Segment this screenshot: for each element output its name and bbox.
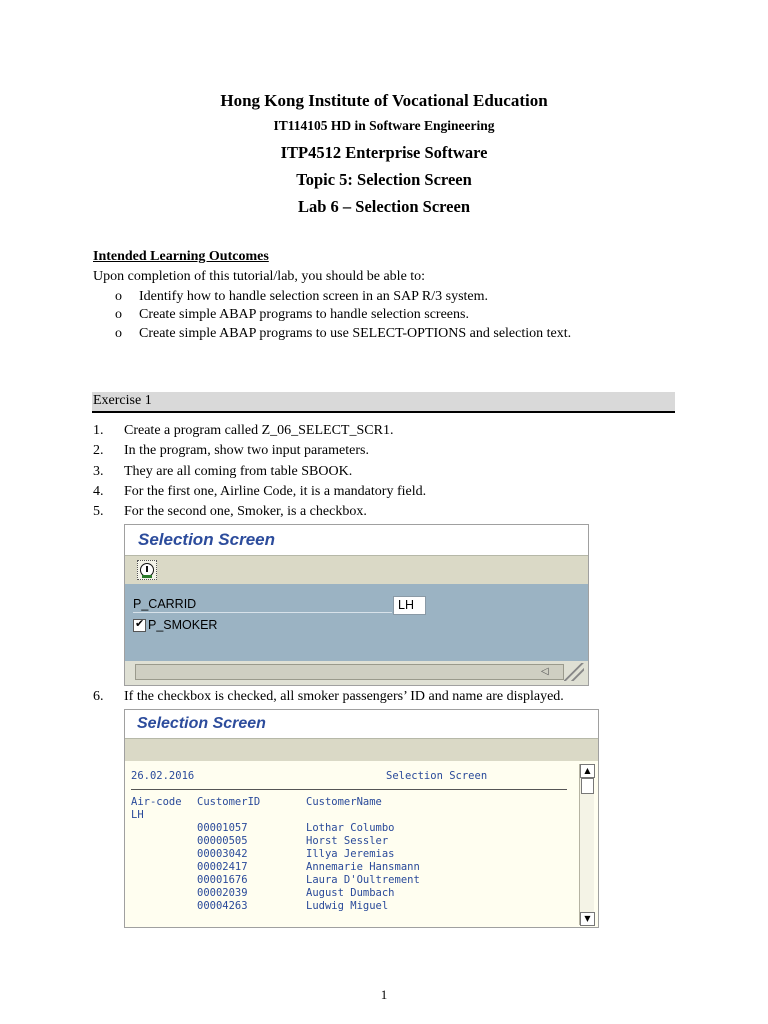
- ilo-item-text: Identify how to handle selection screen in an SAP R/3 system.: [139, 289, 489, 304]
- col-aircode-header: Air-code: [131, 796, 182, 808]
- sap-title-bar: [125, 525, 588, 556]
- customer-id: 00002039: [197, 887, 248, 899]
- exercise-title: Exercise 1: [93, 393, 152, 408]
- course-title: ITP4512 Enterprise Software: [280, 143, 488, 162]
- list-separator: [131, 789, 567, 790]
- list-area: [125, 761, 598, 927]
- status-bar: [135, 664, 564, 680]
- step-number: 2.: [93, 443, 104, 458]
- table-row[interactable]: [125, 835, 575, 848]
- sap-title-bar: [125, 710, 598, 739]
- sap-screen-title: Selection Screen: [138, 530, 276, 549]
- check-mark-icon: ✔: [135, 617, 145, 630]
- topic-title: Topic 5: Selection Screen: [296, 170, 472, 189]
- smoker-checkbox[interactable]: [133, 619, 146, 632]
- programme-title: IT114105 HD in Software Engineering: [273, 118, 495, 133]
- step-number: 1.: [93, 423, 104, 438]
- step-item: [93, 484, 673, 502]
- execute-button[interactable]: [137, 560, 157, 580]
- list-date: 26.02.2016: [131, 770, 195, 782]
- customer-id: 00001057: [197, 822, 248, 834]
- scroll-up-icon[interactable]: ▲: [580, 764, 595, 778]
- exercise-header-bar: [92, 392, 675, 412]
- step-number: 4.: [93, 484, 104, 499]
- lab-title: Lab 6 – Selection Screen: [297, 197, 471, 216]
- step-item: [93, 443, 673, 461]
- page-number: 1: [380, 987, 388, 1002]
- step-number: 3.: [93, 464, 104, 479]
- table-row[interactable]: [125, 822, 575, 835]
- scroll-thumb[interactable]: [581, 778, 594, 794]
- table-row[interactable]: [125, 848, 575, 861]
- clock-hand: [146, 566, 148, 572]
- customer-id: 00004263: [197, 900, 248, 912]
- customer-name: Laura D'Oultrement: [306, 874, 420, 886]
- sap-screen-title: Selection Screen: [137, 715, 266, 732]
- sap-selection-area: [125, 584, 588, 661]
- ilo-item: [115, 326, 675, 344]
- sap-status-area: [125, 661, 588, 685]
- step-number: 5.: [93, 504, 104, 519]
- col-customername-header: CustomerName: [306, 796, 382, 808]
- step-number: 6.: [93, 689, 104, 704]
- table-row[interactable]: [125, 900, 575, 913]
- status-arrow-icon[interactable]: ◁: [541, 666, 549, 677]
- customer-id: 00003042: [197, 848, 248, 860]
- bullet-mark: o: [115, 289, 122, 304]
- customer-name: Annemarie Hansmann: [306, 861, 420, 873]
- ilo-item: [115, 289, 675, 307]
- table-row[interactable]: [125, 874, 575, 887]
- bullet-mark: o: [115, 307, 122, 322]
- ilo-item: [115, 307, 675, 325]
- carrier-code: LH: [131, 809, 144, 821]
- sap-application-toolbar: [125, 556, 588, 584]
- step-text: Create a program called Z_06_SELECT_SCR1.: [124, 423, 394, 438]
- customer-id: 00002417: [197, 861, 248, 873]
- param-carrid-value: LH: [398, 598, 414, 612]
- ilo-item-text: Create simple ABAP programs to handle selection screens.: [139, 307, 469, 322]
- customer-name: August Dumbach: [306, 887, 395, 899]
- institute-title: Hong Kong Institute of Vocational Education: [220, 91, 548, 110]
- customer-id: 00001676: [197, 874, 248, 886]
- ilo-heading: Intended Learning Outcomes: [93, 249, 269, 264]
- param-carrid-input[interactable]: [393, 596, 426, 615]
- clock-base: [142, 575, 152, 578]
- vertical-scrollbar[interactable]: [579, 764, 594, 925]
- customer-name: Horst Sessler: [306, 835, 389, 847]
- bullet-mark: o: [115, 326, 122, 341]
- ilo-item-text: Create simple ABAP programs to use SELECT-OPTIONS and selection text.: [139, 326, 572, 341]
- param-smoker-label: P_SMOKER: [148, 618, 218, 632]
- list-output-screenshot: [124, 709, 599, 928]
- step-text: In the program, show two input parameters.: [124, 443, 369, 458]
- table-row[interactable]: [125, 887, 575, 900]
- col-customerid-header: CustomerID: [197, 796, 261, 808]
- customer-name: Lothar Columbo: [306, 822, 395, 834]
- param-underline: [133, 612, 392, 613]
- resize-grip-icon[interactable]: [564, 663, 584, 681]
- exercise-underline: [92, 412, 675, 413]
- step-item: [93, 423, 673, 441]
- step-item: [93, 689, 673, 707]
- step-text: If the checkbox is checked, all smoker passengers’ ID and name are displayed.: [124, 689, 564, 704]
- table-row[interactable]: [125, 861, 575, 874]
- customer-name: Ludwig Miguel: [306, 900, 389, 912]
- list-title: Selection Screen: [386, 770, 488, 782]
- scroll-down-icon[interactable]: ▼: [580, 912, 595, 926]
- param-carrid-label: P_CARRID: [133, 597, 197, 611]
- step-text: For the first one, Airline Code, it is a mandatory field.: [124, 484, 427, 499]
- step-text: They are all coming from table SBOOK.: [124, 464, 353, 479]
- step-item: [93, 464, 673, 482]
- sap-application-toolbar: [125, 739, 598, 761]
- step-item: [93, 504, 673, 522]
- step-text: For the second one, Smoker, is a checkbox.: [124, 504, 367, 519]
- customer-id: 00000505: [197, 835, 248, 847]
- selection-screen-screenshot: [124, 524, 589, 686]
- ilo-intro: Upon completion of this tutorial/lab, you should be able to:: [93, 269, 426, 284]
- customer-name: Illya Jeremias: [306, 848, 395, 860]
